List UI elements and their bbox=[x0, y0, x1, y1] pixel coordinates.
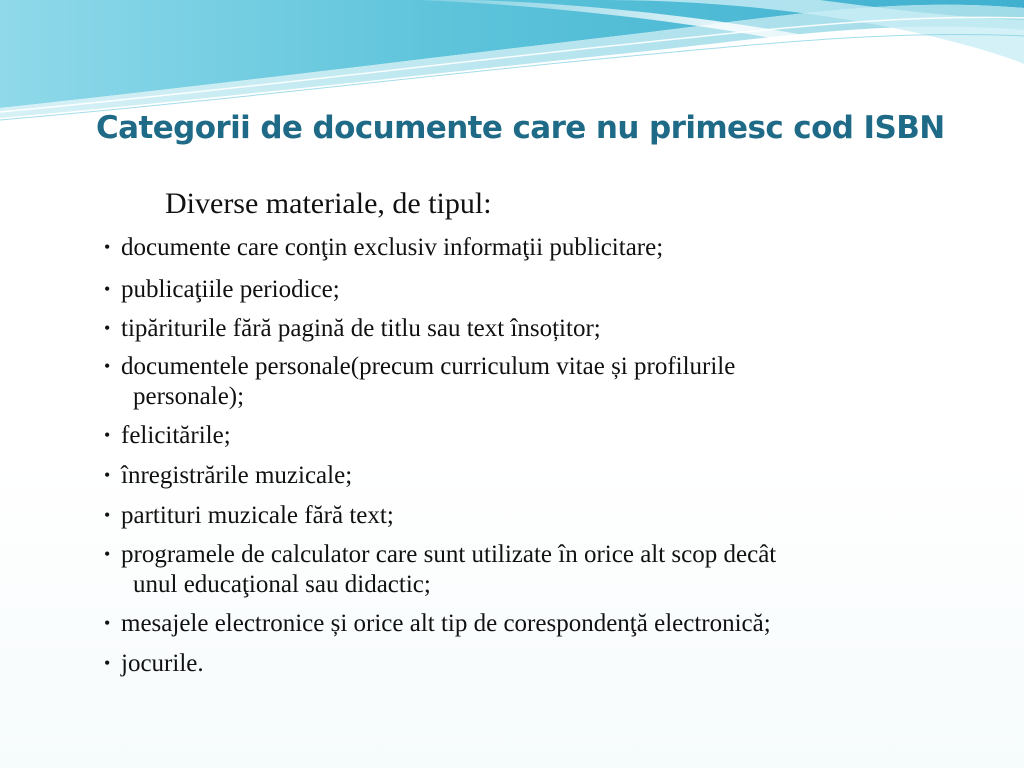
list-item-text: felicitările; bbox=[121, 422, 231, 449]
bullet-icon: • bbox=[104, 318, 111, 338]
list-item-text: mesajele electronice și orice alt tip de corespondenţă electronică; bbox=[121, 610, 771, 637]
bullet-icon: • bbox=[104, 465, 111, 485]
list-item-text: jocurile. bbox=[121, 650, 204, 677]
list-item bbox=[104, 274, 924, 305]
list-item-text: documente care conţin exclusiv informaţii publicitare; bbox=[121, 234, 664, 261]
list-item bbox=[104, 232, 924, 263]
bullet-icon: • bbox=[104, 653, 111, 673]
list-item bbox=[104, 648, 924, 679]
bullet-icon: • bbox=[104, 237, 111, 257]
bullet-icon: • bbox=[104, 613, 111, 633]
bullet-icon: • bbox=[104, 425, 111, 445]
list-item-text: partituri muzicale fără text; bbox=[121, 502, 394, 529]
slide-title: Categorii de documente care nu primesc cod ISBN bbox=[96, 110, 945, 146]
list-item-text: tipăriturile fără pagină de titlu sau text însoțitor; bbox=[121, 315, 601, 342]
list-item bbox=[104, 608, 924, 639]
list-item bbox=[104, 539, 924, 600]
list-item-text: publicaţiile periodice; bbox=[121, 276, 340, 303]
list-item-continuation: personale); bbox=[133, 383, 245, 410]
list-item bbox=[104, 460, 924, 491]
intro-text: Diverse materiale, de tipul: bbox=[165, 187, 492, 220]
list-item-text: programele de calculator care sunt utilizate în orice alt scop decât bbox=[121, 541, 777, 568]
bullet-icon: • bbox=[104, 544, 111, 564]
list-item bbox=[104, 351, 924, 412]
list-item bbox=[104, 420, 924, 451]
list-item bbox=[104, 500, 924, 531]
bullet-icon: • bbox=[104, 279, 111, 299]
bullet-icon: • bbox=[104, 505, 111, 525]
list-item-text: documentele personale(precum curriculum vitae și profilurile bbox=[121, 353, 736, 380]
bullet-icon: • bbox=[104, 356, 111, 376]
list-item bbox=[104, 313, 924, 344]
list-item-continuation: unul educaţional sau didactic; bbox=[133, 571, 431, 598]
list-item-text: înregistrările muzicale; bbox=[121, 462, 353, 489]
